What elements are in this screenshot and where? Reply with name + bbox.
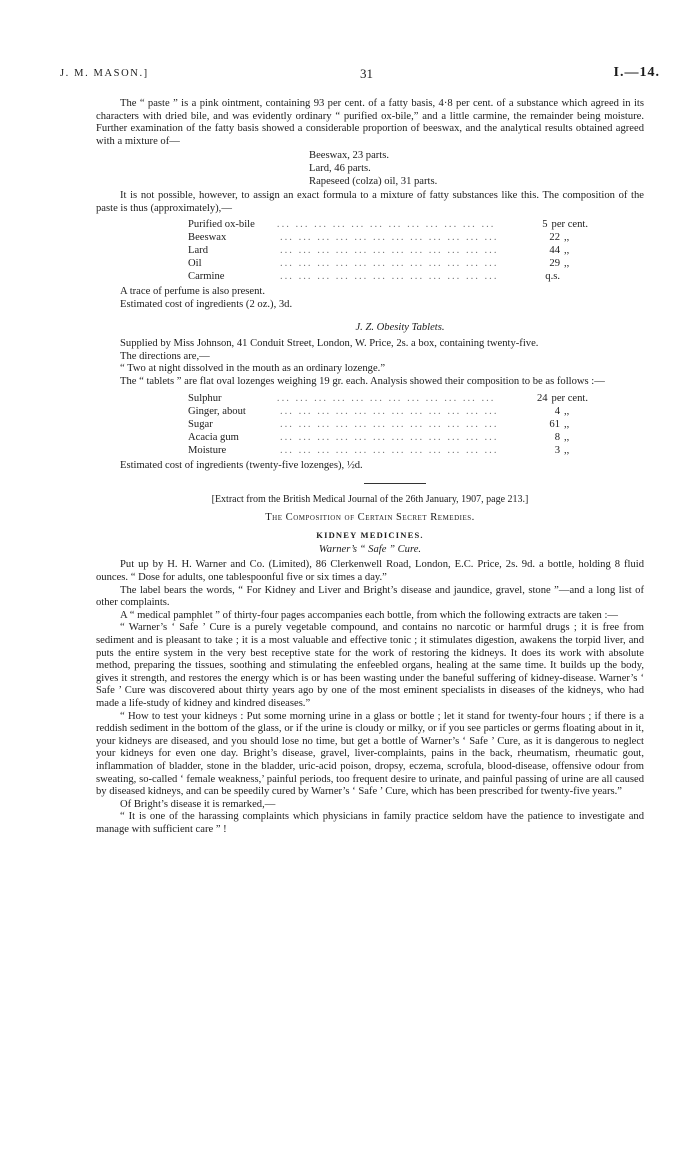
formula-line: Rapeseed (colza) oil, 31 parts.: [309, 175, 438, 187]
ingredient-unit: [560, 270, 564, 283]
ingredient-unit: per cent.: [551, 219, 589, 231]
extract-paragraph: “ How to test your kidneys : Put some morning urine in a glass or bottle ; let it stand for twenty-four hours ; if there is a reddish sediment in the bottom of the glass, or if the urine is cloudy or milky, or if you see particles or germs floating about in it, your kidneys are diseased, and you should lose no time, but get a bottle of Warner’s ‘ Safe ’ Cure, as it is dangerous to neglect your kidneys for even one day. Bright’s disease, gravel, liver-complaints, pains in the back, rheumatism, rheumatic gout, inflammation of bladder, stone in the bladder, uric-acid poison, dropsy, eczema, scrofula, blood-disease, offensive odour from sweating, so-called ‘ female weakness,’ painful periods, too frequent desire to urinate, and painful passing of urine are all caused by diseased kidneys, and can be speedily cured by Warner’s ‘ Safe ’ Cure, which has been prescribed for twenty-five years.”: [96, 710, 644, 798]
ingredient-value: 4: [554, 405, 560, 417]
ingredient-name: Carmine: [188, 271, 225, 283]
leader-dots: ... ... ... ... ... ... ... ... ... ... ... ...: [280, 232, 499, 244]
perfume-note: A trace of perfume is also present.: [120, 286, 266, 298]
ingredient-name: Oil: [188, 258, 202, 270]
extract-paragraph: Of Bright’s disease it is remarked,—: [120, 798, 276, 810]
extract-paragraph: “ Warner’s ‘ Safe ’ Cure is a purely vegetable compound, and contains no narcotic or harmful drugs ; it is free from sediment and is pleasant to take ; it is a most valuable and effective tonic ; it stimulates digestion, awakens the torpid liver, and puts the entire system in the very best receptive state for the work of restoring the kidneys. It does its work with absolute method, preparing the tissues, soothing and stimulating the enfeebled organs, healing at the same time. It builds up the body, gives it strength, and restores the energy which is or has been wasting under the baneful suffering of kidney-disease. Warner’s ‘ Safe ’ Cure was discovered about thirty years ago by one of the most eminent specialists in diseases of the kidneys, who had made a life-study of kidney and kindred diseases.”: [96, 622, 644, 709]
page-body: [96, 98, 644, 837]
composition-row: [188, 231, 588, 244]
ingredient-value: 8: [554, 431, 560, 443]
extract-note: [Extract from the British Medical Journal of the 26th January, 1907, page 213.]: [211, 494, 529, 506]
extract-paragraph: The label bears the words, “ For Kidney and Liver and Bright’s disease and jaundice, gravel, stone ”—and a long list of other complaints.: [96, 584, 644, 609]
composition-row: [188, 218, 588, 231]
tablets-cost: Estimated cost of ingredients (twenty-five lozenges), ½d.: [120, 459, 363, 471]
ingredient-name: Ginger, about: [188, 405, 246, 417]
composition-row: [188, 431, 588, 444]
formula-paragraph: It is not possible, however, to assign an exact formula to a mixture of fatty substances like this. The composition of the paste is thus (approximately),—: [96, 190, 644, 214]
ingredient-unit: ,,: [564, 405, 570, 417]
directions-text: “ Two at night dissolved in the mouth as an ordinary lozenge.”: [120, 363, 386, 375]
ingredient-value: q.s.: [545, 271, 560, 283]
product-title: Warner’s “ Safe ” Cure.: [318, 543, 422, 555]
tablets-composition-table: [188, 392, 588, 457]
tablets-title: J. Z. Obesity Tablets.: [355, 321, 445, 333]
leader-dots: ... ... ... ... ... ... ... ... ... ... ... ...: [280, 444, 499, 456]
header-reference: I.—14.: [613, 65, 660, 80]
ingredient-name: Moisture: [188, 444, 227, 456]
paste-cost: Estimated cost of ingredients (2 oz.), 3d.: [120, 298, 293, 310]
ingredient-unit: ,,: [564, 418, 570, 430]
ingredient-value: 61: [549, 418, 560, 430]
header-author: J. M. MASON.]: [60, 68, 149, 79]
ingredient-name: Lard: [188, 245, 208, 257]
leader-dots: ... ... ... ... ... ... ... ... ... ... ... ...: [276, 219, 496, 231]
formula-line: Lard, 46 parts.: [309, 162, 371, 174]
composition-row: [188, 392, 588, 405]
ingredient-unit: ,,: [564, 431, 570, 443]
composition-row: [188, 405, 588, 418]
leader-dots: ... ... ... ... ... ... ... ... ... ... ... ...: [280, 431, 499, 443]
leader-dots: ... ... ... ... ... ... ... ... ... ... ... ...: [280, 405, 499, 417]
section-divider: [364, 483, 426, 484]
composition-row: [188, 270, 588, 283]
ingredient-unit: ,,: [564, 232, 570, 244]
ingredient-unit: ,,: [564, 444, 570, 456]
extract-paragraph: A “ medical pamphlet ” of thirty-four pages accompanies each bottle, from which the following extracts are taken :—: [120, 609, 619, 621]
ingredient-value: 44: [549, 245, 560, 257]
page-number: 31: [360, 66, 373, 81]
leader-dots: ... ... ... ... ... ... ... ... ... ... ... ...: [280, 245, 499, 257]
composition-row: [188, 244, 588, 257]
extract-paragraph: Put up by H. H. Warner and Co. (Limited), 86 Clerkenwell Road, London, E.C. Price, 2s. 9d. a bottle, holding 8 fluid ounces. “ Dose for adults, one tablespoonful five or six times a day.”: [96, 559, 644, 584]
ingredient-unit: ,,: [564, 258, 570, 270]
ingredient-value: 29: [549, 258, 560, 270]
ingredient-value: 22: [549, 232, 560, 244]
ingredient-unit: ,,: [564, 245, 570, 257]
extract-paragraph: “ It is one of the harassing complaints which physicians in family practice seldom have the patience to investigate and manage with sufficient care ” !: [96, 811, 644, 835]
composition-row: [188, 418, 588, 431]
fatty-basis-formula: [96, 150, 644, 188]
page-header: [60, 66, 660, 84]
leader-dots: ... ... ... ... ... ... ... ... ... ... ... ...: [280, 258, 499, 270]
composition-row: [188, 444, 588, 457]
paste-paragraph: The “ paste ” is a pink ointment, containing 93 per cent. of a fatty basis, 4·8 per cent. of a substance which agreed in its characters with dried bile, and was evidently ordinary “ purified ox-bile,” and a little carmine, the remainder being moisture. Further examination of the fatty basis showed a considerable proportion of beeswax, and the analytical results obtained agreed with a mixture of—: [96, 98, 644, 147]
ingredient-name: Beeswax: [188, 232, 227, 244]
tablets-analysis: The “ tablets ” are flat oval lozenges weighing 19 gr. each. Analysis showed their composition to be as follows :—: [120, 375, 605, 387]
directions-label: The directions are,—: [120, 350, 210, 362]
ingredient-name: Purified ox-bile: [188, 219, 255, 231]
ingredient-name: Sugar: [188, 418, 213, 430]
composition-row: [188, 257, 588, 270]
ingredient-value: 3: [554, 444, 560, 456]
ingredient-value: 5: [542, 219, 548, 231]
extract-subtitle: KIDNEY MEDICINES.: [316, 530, 424, 541]
ingredient-name: Sulphur: [188, 392, 222, 404]
ingredient-name: Acacia gum: [188, 431, 239, 443]
tablets-supplied: Supplied by Miss Johnson, 41 Conduit Street, London, W. Price, 2s. a box, containing twenty-five.: [120, 338, 539, 350]
ingredient-value: 24: [536, 392, 548, 404]
paste-composition-table: [188, 218, 588, 283]
formula-line: Beeswax, 23 parts.: [309, 150, 390, 162]
leader-dots: ... ... ... ... ... ... ... ... ... ... ... ...: [280, 418, 499, 430]
leader-dots: ... ... ... ... ... ... ... ... ... ... ... ...: [280, 271, 499, 283]
ingredient-unit: per cent.: [551, 392, 589, 404]
extract-title: The Composition of Certain Secret Remedies.: [265, 511, 475, 523]
leader-dots: ... ... ... ... ... ... ... ... ... ... ... ...: [276, 392, 496, 404]
